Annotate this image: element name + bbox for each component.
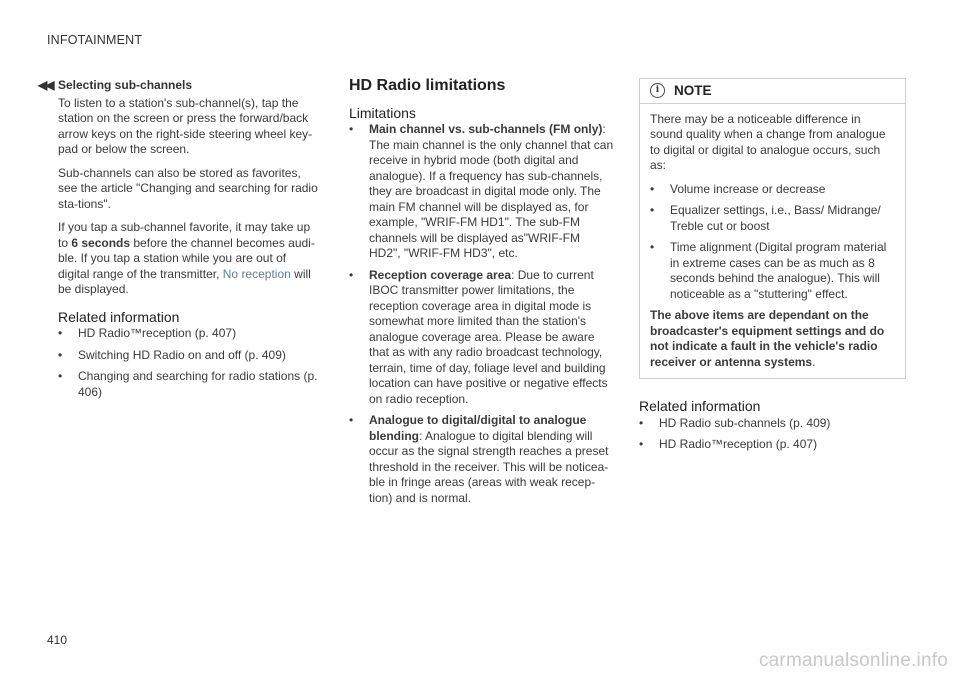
related-list xyxy=(639,416,906,453)
note-label: NOTE xyxy=(674,83,712,98)
limitations-list xyxy=(349,122,614,506)
related-heading: Related information xyxy=(639,398,761,414)
paragraph: Sub-channels can also be stored as favorites, see the article "Changing and searching for radio sta-tions". xyxy=(58,165,318,211)
related-list xyxy=(58,326,320,400)
note-box xyxy=(639,78,906,379)
related-link[interactable]: • Switching HD Radio on and off (p. 409) xyxy=(58,347,286,362)
bullet-icon: • xyxy=(650,181,655,196)
highlight-text: No reception xyxy=(222,266,291,281)
list-item: • Analogue to digital/digital to analogue blending: Analogue to digital blending will occur as the signal strength reaches a preset threshold in the receiver. This will be noticea-ble in fringe areas (areas with weak recep-tion) and is normal. xyxy=(349,413,609,505)
related-link[interactable]: • HD Radio™reception (p. 407) xyxy=(639,437,818,451)
bullet-icon: • xyxy=(349,413,354,427)
list-item: • Time alignment (Digital program material in extreme cases can be as much as 8 seconds behind the analogue). This will noticeable as a "stuttering" effect. xyxy=(650,240,887,301)
bullet-icon: • xyxy=(58,347,63,362)
paragraph: To listen to a station's sub-channel(s), tap the station on the screen or press the forward/back arrow keys on the right-side steering wheel key-pad or below the screen. xyxy=(58,95,313,156)
related-link[interactable]: • HD Radio sub-channels (p. 409) xyxy=(639,415,831,430)
note-list xyxy=(650,182,895,303)
page-number: 410 xyxy=(47,633,68,647)
list-item: • Volume increase or decrease xyxy=(650,181,826,196)
section-header: INFOTAINMENT xyxy=(47,33,143,47)
list-item: • Reception coverage area: Due to current IBOC transmitter power limitations, the reception coverage area in digital mode is somewhat more limited than the station's analogue coverage area. Please be aware that as with any radio broadcast technology, terrain, time of day, foliage level and building location can have positive or negative effects on radio reception. xyxy=(349,267,608,406)
related-heading: Related information xyxy=(58,308,180,325)
note-conclusion: The above items are dependant on the broadcaster's equipment settings and do not indicate a fault in the vehicle's radio receiver or antenna systems. xyxy=(650,308,885,369)
bullet-icon: • xyxy=(650,240,655,254)
emphasis: 6 seconds xyxy=(71,235,131,250)
note-intro: There may be a noticeable difference in sound quality when a change from analogue to digital or digital to analogue occurs, such as: xyxy=(650,111,886,172)
bullet-icon: • xyxy=(349,122,354,136)
watermark: carmanualsonline.info xyxy=(758,650,948,671)
note-body xyxy=(640,104,905,379)
column-left xyxy=(38,78,320,406)
column-right xyxy=(639,78,906,459)
paragraph: If you tap a sub-channel favorite, it may take up to 6 seconds before the channel becomes audi-ble. If you tap a station while you are out of digital range of the transmitter, No reception will be displayed. xyxy=(58,220,315,296)
bullet-icon: • xyxy=(58,326,63,340)
related-link[interactable]: • Changing and searching for radio stations (p. 406) xyxy=(58,369,318,399)
continued-icon: ◀◀ xyxy=(38,78,53,92)
column-middle xyxy=(349,78,614,512)
page-title: HD Radio limitations xyxy=(349,77,506,94)
limitations-heading: Limitations xyxy=(349,104,416,121)
bullet-icon: • xyxy=(349,267,354,282)
info-icon: i xyxy=(650,83,665,98)
list-item: • Main channel vs. sub-channels (FM only): The main channel is the only channel that can receive in hybrid mode (both digital and analogue). If a frequency has sub-channels, they are broadcast in digital mode only. The main FM channel will be displayed as, for example, "WRIF-FM HD1". The sub-FM channels will be displayed as"WRIF-FM HD2", "WRIF-FM HD3", etc. xyxy=(349,122,614,260)
list-item: • Equalizer settings, i.e., Bass/ Midrange/ Treble cut or boost xyxy=(650,203,881,233)
sub-heading: Selecting sub-channels xyxy=(58,78,193,92)
bullet-icon: • xyxy=(650,203,655,217)
bullet-icon: • xyxy=(639,437,644,451)
note-header xyxy=(640,79,905,104)
bullet-icon: • xyxy=(58,369,63,383)
bullet-icon: • xyxy=(639,415,644,430)
related-link[interactable]: • HD Radio™reception (p. 407) xyxy=(58,326,237,340)
